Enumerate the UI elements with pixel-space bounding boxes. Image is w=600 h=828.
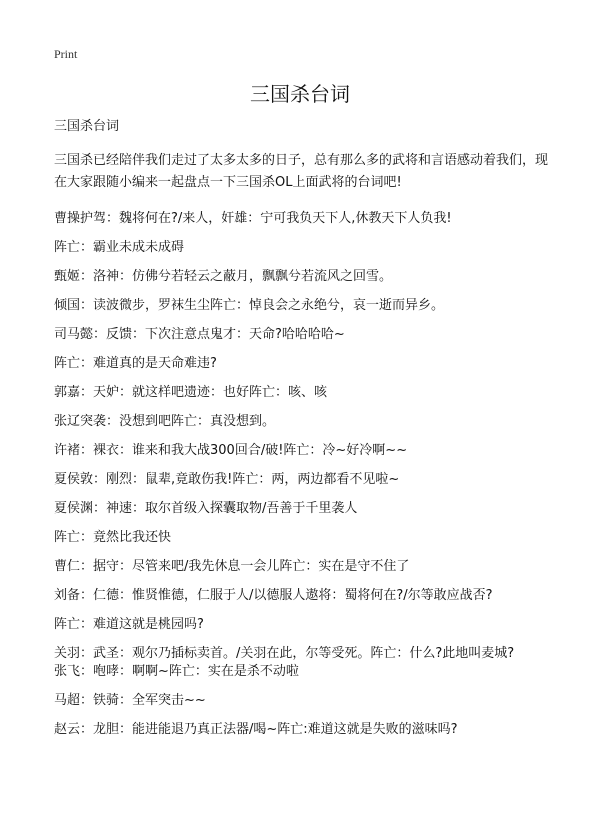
quote-line: 郭嘉：天妒：就这样吧遗迹：也好阵亡：咳、咳 <box>54 385 328 400</box>
quote-line: 阵亡：竟然比我还快 <box>54 530 172 545</box>
quote-line: 刘备：仁德：惟贤惟德，仁服于人/以德服人遨将：蜀将何在?/尔等敢应战否? <box>54 588 493 603</box>
quote-line: 阵亡：难道真的是天命难违? <box>54 356 217 371</box>
quote-line: 张辽突袭：没想到吧阵亡：真没想到。 <box>54 414 276 429</box>
quote-line: 马超：铁骑：全军突击~~ <box>54 693 206 708</box>
print-link[interactable]: Print <box>54 47 78 61</box>
quote-line: 关羽：武圣：观尔乃插标卖首。/关羽在此，尔等受死。阵亡：什么?此地叫麦城? <box>54 646 515 661</box>
quote-line: 曹操护驾：魏将何在?/来人，奸雄：宁可我负天下人,休教天下人负我! <box>54 211 452 226</box>
quote-line: 阵亡：霸业未成未成碍 <box>54 240 185 255</box>
quote-line: 许褚：裸衣：谁来和我大战300回合/破!阵亡：冷~好冷啊~~ <box>54 443 408 458</box>
quote-line: 司马懿：反馈：下次注意点鬼才：天命?哈哈哈哈~ <box>54 327 345 342</box>
quote-line: 夏侯敦：刚烈：鼠辈,竟敢伤我!阵亡：两，两边都看不见啦~ <box>54 472 400 487</box>
quote-line: 张飞：咆哮：啊啊~阵亡：实在是杀不动啦 <box>54 664 299 679</box>
page-title: 三国杀台词 <box>250 82 350 106</box>
quote-line: 夏侯渊：神速：取尔首级入探囊取物/吾善于千里袭人 <box>54 501 358 516</box>
quote-line: 阵亡：难道这就是桃园吗? <box>54 617 204 632</box>
article-body <box>54 118 554 750</box>
intro-paragraph: 三国杀已经陪伴我们走过了太多太多的日子，总有那么多的武将和言语感动着我们，现在大家跟随小编来一起盘点一下三国杀OL上面武将的台词吧! <box>54 153 549 190</box>
quote-list <box>54 210 554 739</box>
quote-line: 赵云：龙胆：能进能退乃真正法器/喝~阵亡:难道这就是失败的滋味吗? <box>54 722 458 737</box>
article-subtitle: 三国杀台词 <box>54 119 120 134</box>
quote-line: 甄姬：洛神：仿佛兮若轻云之蔽月，飘飘兮若流风之回雪。 <box>54 269 393 284</box>
quote-line: 倾国：读波微步，罗袜生尘阵亡：悼良会之永绝兮，哀一逝而异乡。 <box>54 298 445 313</box>
quote-line: 曹仁：据守：尽管来吧/我先休息一会儿阵亡：实在是守不住了 <box>54 559 410 574</box>
